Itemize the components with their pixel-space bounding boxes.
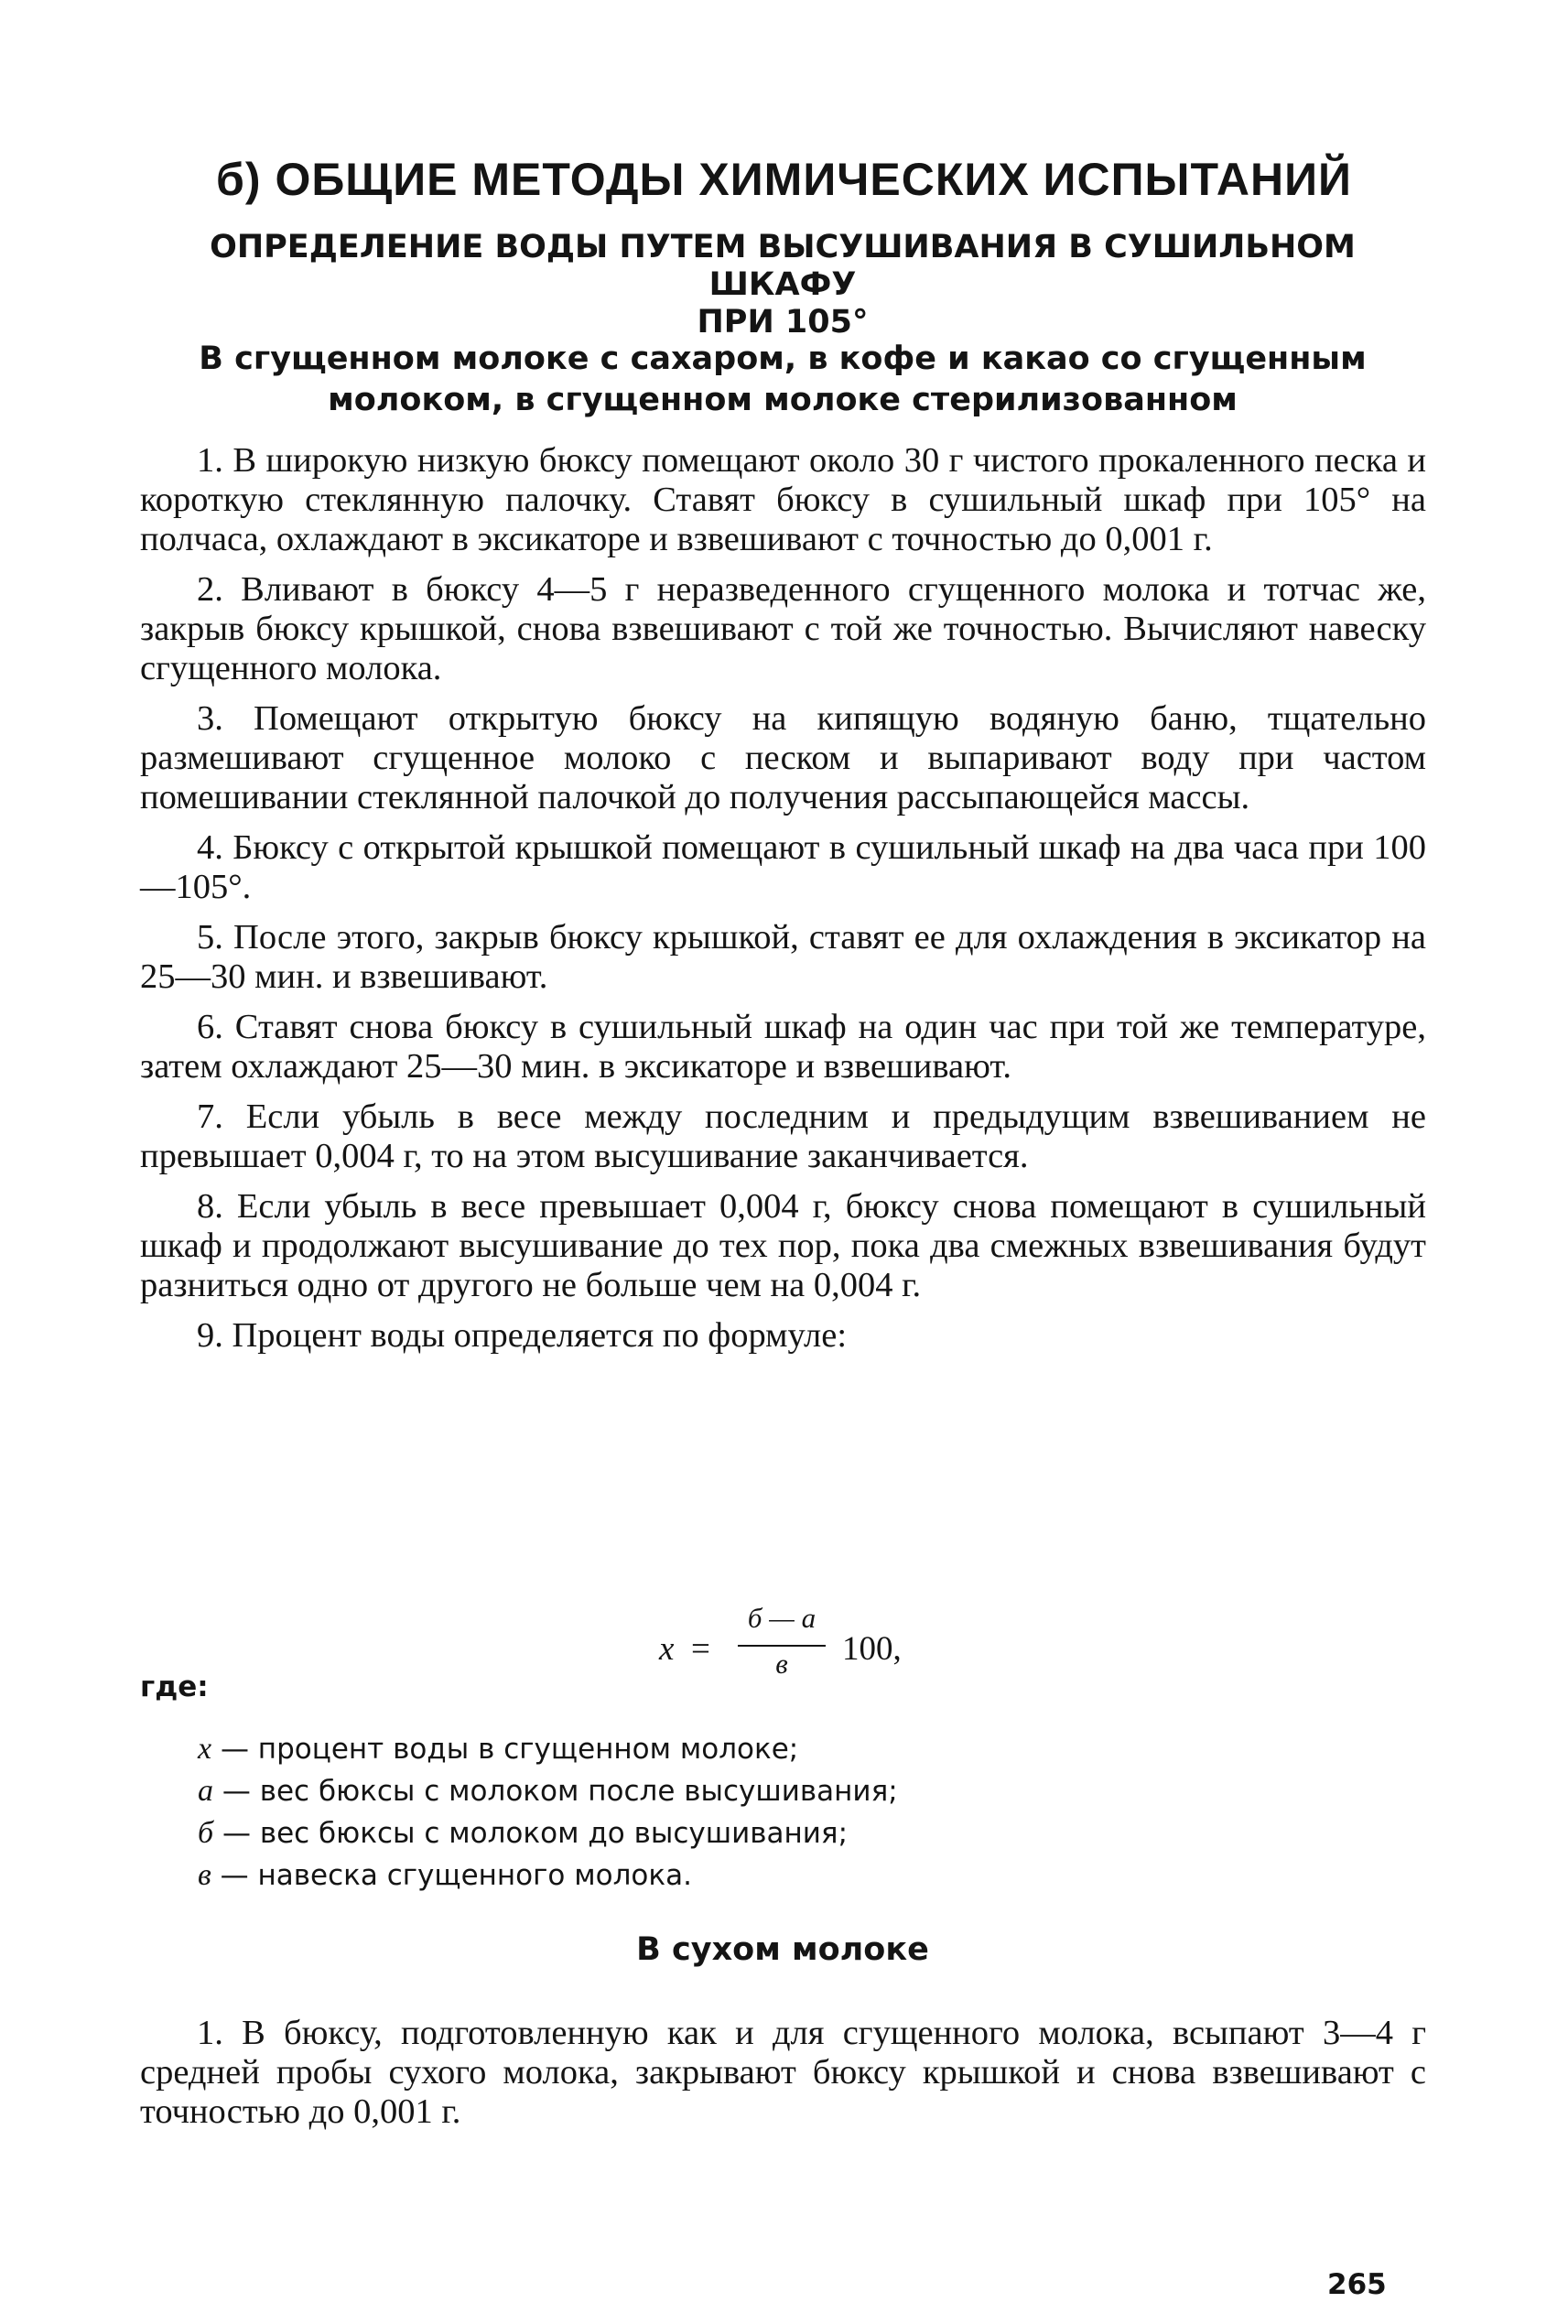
legend-item — [198, 1854, 1250, 1897]
procedure-step-4: 4. Бюксу с открытой крышкой помещают в сушильный шкаф на два часа при 100—105°. — [140, 828, 1426, 906]
subsection-title — [137, 229, 1428, 341]
procedure-step-5: 5. После этого, закрыв бюксу крышкой, ставят ее для охлаждения в эксикатор на 25—30 мин. и взвешивают. — [140, 918, 1426, 996]
legend-text: — вес бюксы с молоком до высушивания; — [213, 1817, 849, 1850]
procedure-step-2: 2. Вливают в бюксу 4—5 г неразведенного сгущенного молока и тотчас же, закрыв бюксу крышкой, снова взвешивают с той же точностью. Вычисляют навеску сгущенного молока. — [140, 570, 1426, 687]
procedure-step-7: 7. Если убыль в весе между последним и предыдущим взвешиванием не превышает 0,004 г, то на этом высушивание заканчивается. — [140, 1097, 1426, 1175]
formula-numerator: б — а — [747, 1602, 816, 1634]
dry-milk-heading: В сухом молоке — [636, 1931, 929, 1968]
products-heading-line-1: В сгущенном молоке с сахаром, в кофе и какао со сгущенным — [199, 340, 1367, 377]
legend-item — [198, 1728, 1250, 1770]
legend-text: — вес бюксы с молоком после высушивания; — [213, 1775, 898, 1808]
water-percent-formula — [659, 1602, 934, 1702]
legend-text: — процент воды в сгущенном молоке; — [211, 1733, 799, 1766]
legend-text: — навеска сгущенного молока. — [211, 1859, 692, 1892]
procedure-step-9: 9. Процент воды определяется по формуле: — [197, 1316, 848, 1355]
procedure-step-1: 1. В широкую низкую бюксу помещают около 30 г чистого прокаленного песка и короткую стеклянную палочку. Ставят бюксу в сушильный шкаф при 105° на полчаса, охлаждают в эксикаторе и взвешивают с точностью до 0,001 г. — [140, 441, 1426, 558]
formula-fraction-bar — [738, 1645, 826, 1647]
legend-symbol: x — [198, 1732, 212, 1766]
legend-item — [198, 1770, 1250, 1812]
dry-milk-steps — [140, 2014, 1426, 2143]
formula-equals: = — [691, 1630, 710, 1668]
formula-denominator: в — [775, 1648, 788, 1680]
products-heading-line-2: молоком, в сгущенном молоке стерилизованном — [328, 382, 1238, 418]
procedure-steps — [140, 441, 1426, 1367]
legend-symbol: в — [198, 1858, 211, 1892]
formula-multiplier: 100, — [842, 1630, 902, 1668]
products-heading — [137, 339, 1428, 421]
subsection-title-line-1: ОПРЕДЕЛЕНИЕ ВОДЫ ПУТЕМ ВЫСУШИВАНИЯ В СУШИЛЬНОМ ШКАФУ — [210, 229, 1356, 303]
legend-symbol: б — [198, 1816, 214, 1850]
legend-symbol: а — [198, 1774, 213, 1808]
procedure-step-6: 6. Ставят снова бюксу в сушильный шкаф на один час при той же температуре, затем охлаждают 25—30 мин. в эксикаторе и взвешивают. — [140, 1008, 1426, 1086]
procedure-step-8: 8. Если убыль в весе превышает 0,004 г, бюксу снова помещают в сушильный шкаф и продолжают высушивание до тех пор, пока два смежных взвешивания будут разниться одно от другого не больше чем на 0,004 г. — [140, 1187, 1426, 1304]
section-title: б) ОБЩИЕ МЕТОДЫ ХИМИЧЕСКИХ ИСПЫТАНИЙ — [216, 154, 1352, 205]
formula-lhs: x — [659, 1630, 675, 1668]
page-number: 265 — [1327, 2268, 1387, 2301]
variable-legend — [198, 1728, 1250, 1897]
procedure-step-3: 3. Помещают открытую бюксу на кипящую водяную баню, тщательно размешивают сгущенное молоко с песком и выпаривают воду при частом помешивании стеклянной палочкой до получения рассыпающейся массы. — [140, 699, 1426, 816]
dry-milk-step-1: 1. В бюксу, подготовленную как и для сгущенного молока, всыпают 3—4 г средней пробы сухого молока, закрывают бюксу крышкой и снова взвешивают с точностью до 0,001 г. — [140, 2014, 1426, 2131]
legend-item — [198, 1812, 1250, 1854]
subsection-title-line-2: ПРИ 105° — [697, 304, 869, 340]
where-label: где: — [140, 1670, 209, 1703]
